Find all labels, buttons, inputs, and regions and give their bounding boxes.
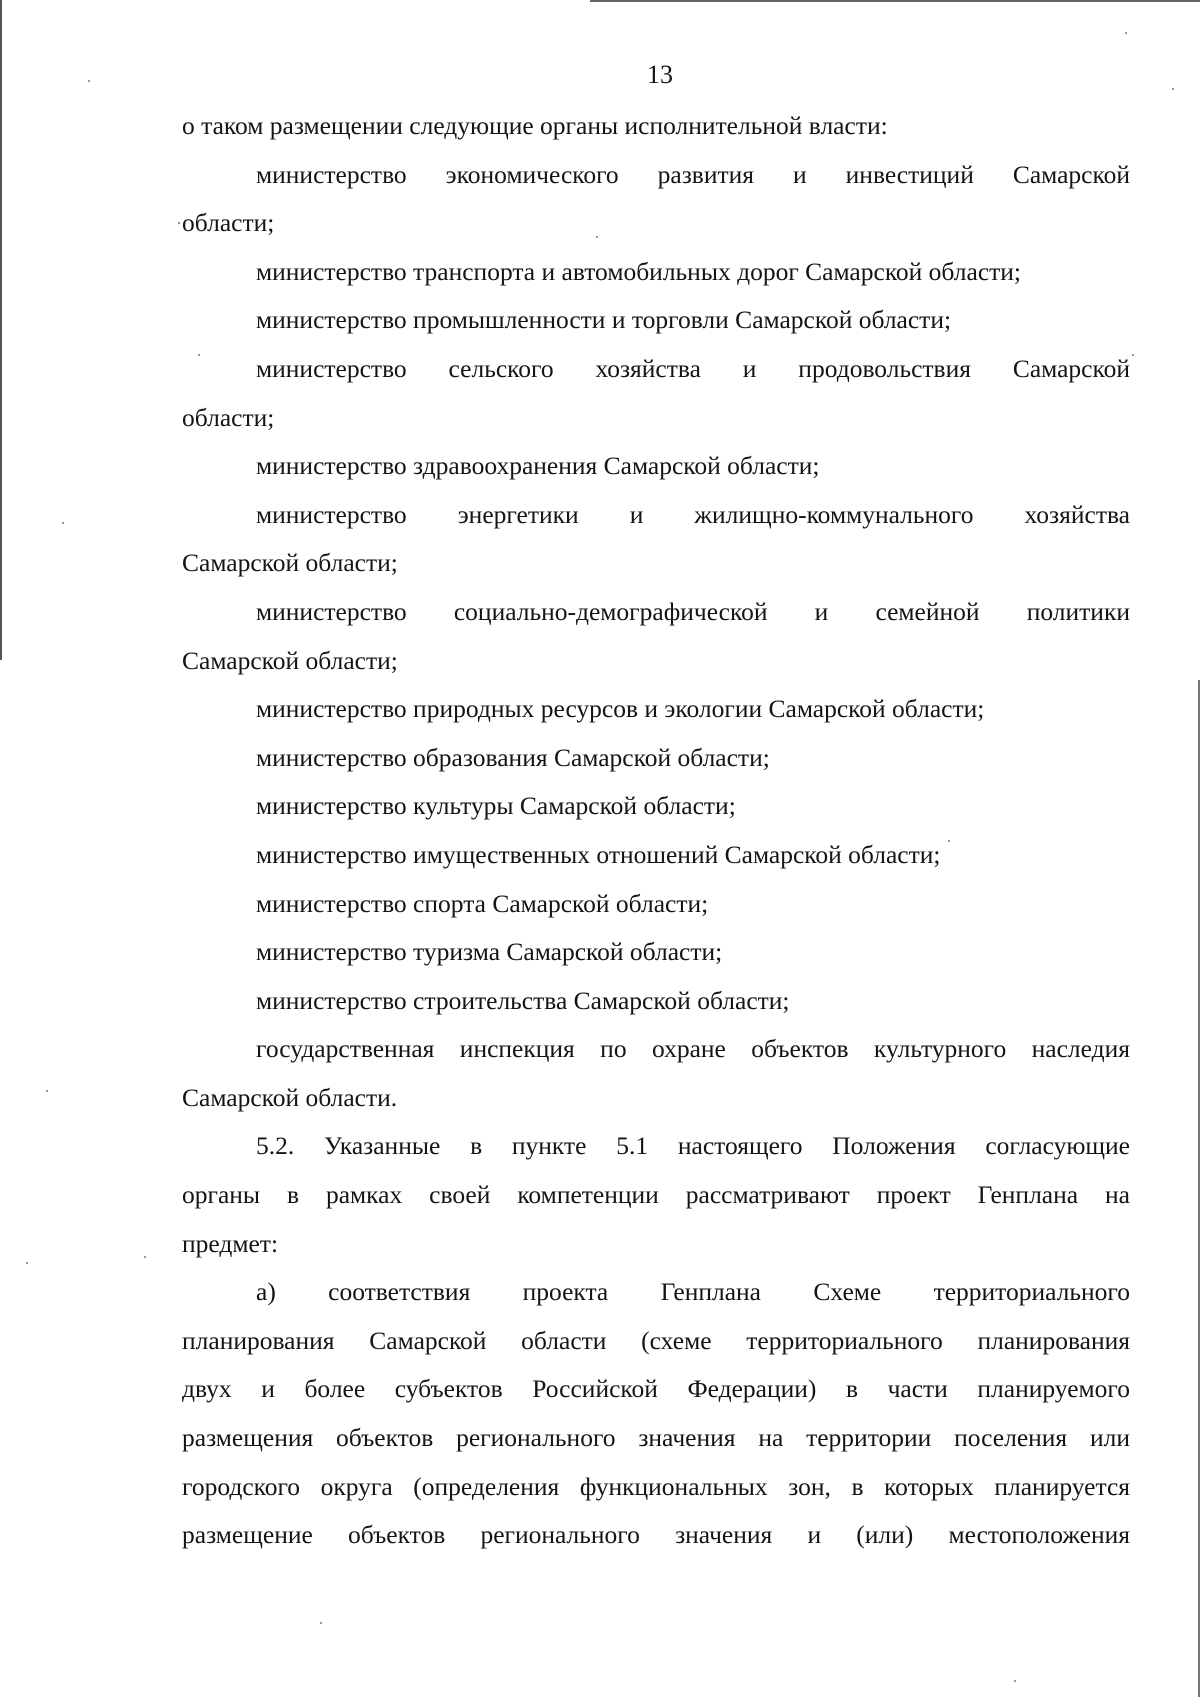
scan-edge-top bbox=[590, 0, 1200, 2]
scan-speck bbox=[1125, 32, 1127, 34]
text-line: планирования Самарской области (схеме территориального планирования bbox=[182, 1325, 1130, 1355]
scan-edge-left bbox=[0, 0, 2, 660]
text-line: Самарской области; bbox=[182, 548, 398, 578]
scan-speck bbox=[320, 1622, 322, 1624]
text-line: министерство энергетики и жилищно-коммунального хозяйства bbox=[256, 499, 1130, 529]
text-line: государственная инспекция по охране объектов культурного наследия bbox=[256, 1034, 1130, 1064]
text-line: министерство культуры Самарской области; bbox=[256, 791, 736, 821]
text-line: министерство здравоохранения Самарской области; bbox=[256, 451, 820, 481]
text-line: размещения объектов регионального значения на территории поселения или bbox=[182, 1423, 1130, 1453]
text-line: министерство экономического развития и инвестиций Самарской bbox=[256, 159, 1130, 189]
text-line: о таком размещении следующие органы исполнительной власти: bbox=[182, 111, 888, 140]
text-line: министерство спорта Самарской области; bbox=[256, 888, 709, 918]
text-line: городского округа (определения функциональных зон, в которых планируется bbox=[182, 1471, 1130, 1501]
text-line: министерство природных ресурсов и экологии Самарской области; bbox=[256, 694, 985, 724]
text-line: 5.2. Указанные в пункте 5.1 настоящего Положения согласующие bbox=[256, 1131, 1130, 1161]
text-line: Самарской области. bbox=[182, 1082, 398, 1112]
text-line: Самарской области; bbox=[182, 645, 398, 675]
scan-speck bbox=[1014, 1680, 1016, 1682]
scan-speck bbox=[178, 222, 180, 224]
text-line: а) соответствия проекта Генплана Схеме территориального bbox=[256, 1277, 1130, 1307]
text-line: органы в рамках своей компетенции рассматривают проект Генплана на bbox=[182, 1180, 1130, 1210]
scan-speck bbox=[1132, 354, 1134, 356]
document-body bbox=[182, 102, 1130, 1560]
text-line: области; bbox=[182, 402, 275, 432]
text-line: размещение объектов регионального значения и (или) местоположения bbox=[182, 1520, 1130, 1550]
scan-speck bbox=[62, 522, 64, 524]
page-number: 13 bbox=[647, 60, 673, 89]
text-line: министерство сельского хозяйства и продовольствия Самарской bbox=[256, 353, 1130, 383]
text-line: министерство образования Самарской области; bbox=[256, 742, 770, 772]
text-line: двух и более субъектов Российской Федерации) в части планируемого bbox=[182, 1374, 1130, 1404]
text-line: министерство транспорта и автомобильных дорог Самарской области; bbox=[256, 256, 1022, 286]
text-line: министерство туризма Самарской области; bbox=[256, 937, 723, 967]
text-line: министерство строительства Самарской области; bbox=[256, 985, 790, 1015]
text-line: министерство социально-демографической и семейной политики bbox=[256, 596, 1130, 626]
text-line: предмет: bbox=[182, 1228, 279, 1258]
scan-speck bbox=[144, 1256, 146, 1258]
scan-speck bbox=[46, 1090, 48, 1092]
text-line: министерство имущественных отношений Самарской области; bbox=[256, 839, 941, 869]
scan-speck bbox=[26, 1262, 28, 1264]
text-line: министерство промышленности и торговли Самарской области; bbox=[256, 305, 952, 335]
text-line: области; bbox=[182, 208, 275, 238]
